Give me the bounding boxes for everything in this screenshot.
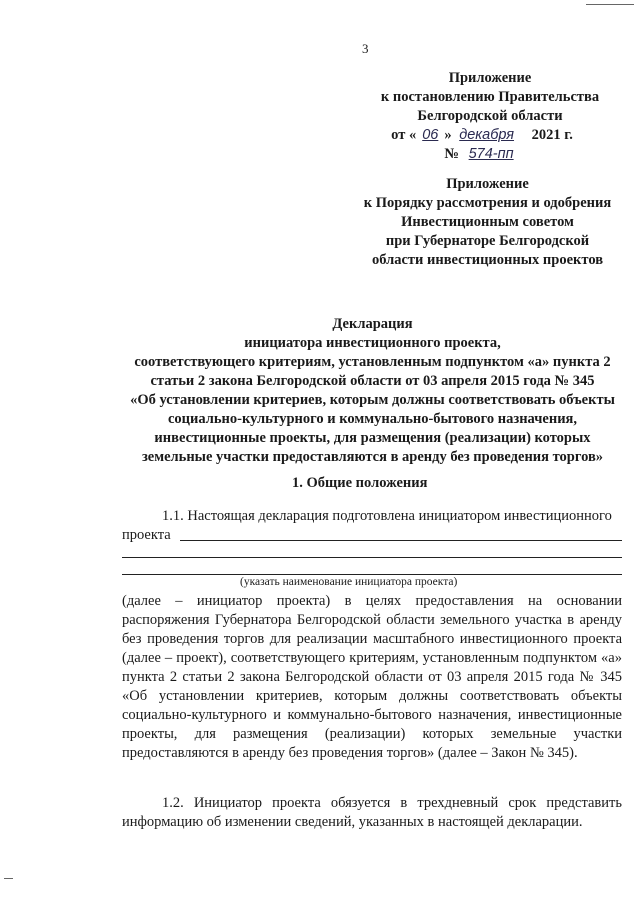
section-title: 1. Общие положения: [292, 475, 428, 491]
page-number: 3: [362, 41, 369, 56]
initiator-name-line[interactable]: [122, 557, 622, 558]
appendix2-line: к Порядку рассмотрения и одобрения: [363, 195, 612, 211]
appendix-resolution-ref: к постановлению Правительства: [380, 89, 600, 105]
appendix2-line: области инвестиционных проектов: [371, 252, 604, 268]
project-word: проекта: [122, 527, 171, 543]
number-prefix: №: [444, 146, 459, 162]
corner-mark-top-right: [586, 4, 634, 5]
appendix-number-line: [352, 145, 612, 164]
declaration-line: Декларация: [332, 316, 413, 332]
paragraph-1-1-body: (далее – инициатор проекта) в целях предоставления на основании распоряжения Губернатора Белгородской области земельного участка в аренду без проведения торгов для реализации масштабного инвестиционного проекта (далее – проект), соответствующего критериям, установленным подпунктом «а» пункта 2 статьи 2 закона Белгородской области от 03 апреля 2015 года № 345 «Об установлении критериев, которым должны соответствовать объекты социально-культурного и коммунально-бытового назначения, инвестиционные проекты, для размещения (реализации) которых земельные участки предоставляются в аренду без проведения торгов» (далее – Закон № 345).: [122, 593, 622, 761]
appendix2-line: при Губернаторе Белгородской: [385, 233, 590, 249]
date-day-handwritten: 06: [422, 127, 439, 143]
appendix2-line: Инвестиционным советом: [401, 214, 574, 230]
date-month-handwritten: декабря: [459, 127, 515, 143]
appendix-procedure-block: [355, 175, 620, 270]
declaration-line: инициатора инвестиционного проекта,: [244, 335, 501, 351]
number-handwritten: 574-пп: [468, 146, 514, 162]
appendix-date-line: [352, 126, 612, 145]
declaration-line: социально-культурного и коммунально-бытового назначения,: [167, 411, 578, 427]
date-mid: »: [444, 127, 452, 143]
appendix-title: Приложение: [448, 70, 532, 86]
field-hint: (указать наименование инициатора проекта): [240, 576, 458, 588]
declaration-line: статьи 2 закона Белгородской области от 03 апреля 2015 года № 345: [150, 373, 595, 389]
date-prefix: от «: [391, 127, 417, 143]
initiator-name-line[interactable]: [122, 574, 622, 575]
paragraph-1-1-start: 1.1. Настоящая декларация подготовлена инициатором инвестиционного: [162, 508, 612, 524]
paragraph-1-2: 1.2. Инициатор проекта обязуется в трехдневный срок представить информацию об изменении сведений, указанных в настоящей декларации.: [122, 795, 622, 830]
appendix-region: Белгородской области: [417, 108, 563, 124]
declaration-line: «Об установлении критериев, которым должны соответствовать объекты: [130, 392, 615, 408]
appendix-resolution-block: [360, 69, 620, 164]
date-year: 2021 г.: [531, 127, 573, 143]
declaration-line: инвестиционные проекты, для размещения (реализации) которых: [154, 430, 591, 446]
declaration-line: соответствующего критериям, установленным подпунктом «а» пункта 2: [134, 354, 611, 370]
declaration-line: земельные участки предоставляются в аренду без проведения торгов»: [141, 449, 604, 465]
declaration-title: [100, 315, 640, 467]
margin-mark-left: [4, 878, 13, 879]
appendix2-line: Приложение: [446, 176, 529, 192]
initiator-name-line[interactable]: [180, 540, 622, 541]
